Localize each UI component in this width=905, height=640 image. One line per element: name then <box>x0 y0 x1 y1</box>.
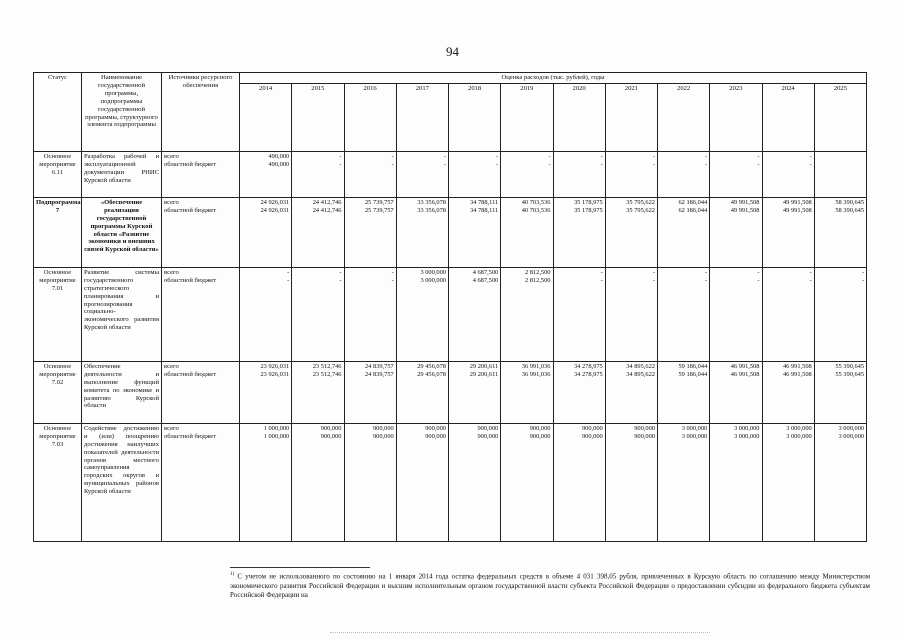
value-cell <box>553 151 605 197</box>
value-cell <box>449 197 501 267</box>
value-cell <box>658 197 710 267</box>
value-cell <box>658 423 710 541</box>
amount: 2 812,500 <box>524 277 551 285</box>
amount: 49 991,508 <box>782 207 812 215</box>
value-cell <box>292 151 344 197</box>
value-cell <box>553 423 605 541</box>
value-cell <box>814 423 866 541</box>
value-cell <box>762 361 814 423</box>
row-status: Основное мероприятие 6.11 <box>34 151 82 197</box>
row-sources <box>162 361 240 423</box>
value-cell <box>240 267 292 361</box>
amount: 490,000 <box>268 152 290 160</box>
amount: 3 000,000 <box>838 433 865 441</box>
amount: 35 178,975 <box>573 207 603 215</box>
amount: 3 000,000 <box>681 424 708 432</box>
amount: - <box>809 161 812 169</box>
source-label: всего <box>164 424 179 432</box>
amount: - <box>705 152 708 160</box>
year-header: 2014 <box>240 83 292 151</box>
row-name: Развитие системы государственного стратегического планирования и прогнозирования социально-экономического развития Курской области <box>82 267 162 361</box>
amount: 35 795,622 <box>626 207 655 215</box>
footnote-divider <box>230 567 370 568</box>
amount: 3 000,000 <box>838 424 865 432</box>
amount: 49 991,508 <box>730 207 760 215</box>
amount: 3 000,000 <box>786 424 812 432</box>
row-sources <box>162 197 240 267</box>
value-cell <box>762 197 814 267</box>
amount <box>817 161 864 170</box>
value-cell <box>240 151 292 197</box>
amount: 4 687,500 <box>472 268 499 276</box>
amount: 46 991,508 <box>730 362 760 370</box>
header-status: Статус <box>34 73 82 152</box>
value-cell <box>240 361 292 423</box>
amount: - <box>339 268 342 276</box>
table-row <box>34 361 867 423</box>
value-cell <box>814 151 866 197</box>
value-cell <box>553 197 605 267</box>
table-row <box>34 423 867 541</box>
year-header: 2019 <box>501 83 553 151</box>
amount: - <box>861 277 865 285</box>
amount: 40 703,536 <box>521 207 551 215</box>
year-header: 2021 <box>605 83 657 151</box>
amount: 46 991,508 <box>782 362 812 370</box>
value-cell <box>814 197 866 267</box>
amount: 900,000 <box>581 433 603 441</box>
value-cell <box>449 267 501 361</box>
amount: - <box>600 152 603 160</box>
value-cell <box>292 423 344 541</box>
amount: - <box>391 152 394 160</box>
amount: 55 390,645 <box>835 362 865 370</box>
amount: 900,000 <box>372 424 394 432</box>
header-sources: Источники ресурсного обеспечения <box>162 73 240 152</box>
amount: 900,000 <box>477 424 499 432</box>
amount: 58 390,645 <box>835 198 865 206</box>
amount: 24 839,757 <box>364 371 394 379</box>
value-cell <box>605 197 657 267</box>
amount: - <box>496 161 499 169</box>
amount: - <box>391 268 394 276</box>
amount: 900,000 <box>425 433 446 441</box>
amount: 25 739,757 <box>364 198 394 206</box>
source-label: всего <box>164 268 179 276</box>
amount: 62 186,044 <box>678 198 708 206</box>
amount: - <box>391 277 394 285</box>
source-label: областной бюджет <box>164 432 217 440</box>
source-label: всего <box>164 198 179 206</box>
footnote-text: С учетом не использованного по состоянию на 1 января 2014 года остатка федеральных средств в объеме 4 031 398,05 рубля, привлеченных в Курскую область по соглашению между Министерством экономического развития Российской Федерации и высшим исполнительным органом государственной власти субъекта Российской Федерации о предоставлении субсидии из федерального бюджета субъектам Российской Федерации на <box>230 572 870 600</box>
amount: 34 278,975 <box>573 371 603 379</box>
year-header: 2023 <box>710 83 762 151</box>
amount: 900,000 <box>477 433 499 441</box>
source-label: областной бюджет <box>164 370 217 378</box>
year-header: 2022 <box>658 83 710 151</box>
amount: - <box>652 152 655 160</box>
amount: 3 000,000 <box>420 277 446 285</box>
value-cell <box>449 151 501 197</box>
amount: 23 512,746 <box>312 371 342 379</box>
amount: - <box>705 277 708 285</box>
amount: 900,000 <box>529 424 551 432</box>
row-status: Подпрограмма 7 <box>34 197 82 267</box>
amount: - <box>705 161 708 169</box>
amount: - <box>287 277 290 285</box>
amount: 24 412,746 <box>312 198 342 206</box>
row-name: «Обеспечение реализации государственной программы Курской области «Развитие экономики и внешних связей Курской области» <box>82 197 162 267</box>
source-label: областной бюджет <box>164 206 217 214</box>
amount: 1 000,000 <box>263 433 290 441</box>
year-header: 2017 <box>396 83 448 151</box>
amount: 40 703,536 <box>521 198 551 206</box>
amount: 3 000,000 <box>733 433 760 441</box>
source-label: областной бюджет <box>164 276 217 284</box>
amount: 2 812,500 <box>524 268 551 276</box>
amount: 29 200,611 <box>469 362 499 370</box>
amount: 59 186,044 <box>678 362 708 370</box>
amount: 23 926,031 <box>260 362 290 370</box>
value-cell <box>344 151 396 197</box>
amount: - <box>809 152 812 160</box>
amount: - <box>496 152 499 160</box>
value-cell <box>344 423 396 541</box>
amount: - <box>339 277 342 285</box>
value-cell <box>344 197 396 267</box>
value-cell <box>396 267 448 361</box>
amount: 34 788,111 <box>469 198 499 206</box>
value-cell <box>658 361 710 423</box>
amount: - <box>600 277 603 285</box>
value-cell <box>814 267 866 361</box>
amount: 49 991,508 <box>730 198 760 206</box>
row-status: Основное мероприятие 7.02 <box>34 361 82 423</box>
amount: - <box>443 152 446 160</box>
value-cell <box>658 267 710 361</box>
amount: 34 895,622 <box>626 371 655 379</box>
value-cell <box>449 361 501 423</box>
amount: - <box>652 268 655 276</box>
row-name: Обеспечение деятельности и выполнение функций комитета по экономике и развитию Курской области <box>82 361 162 423</box>
amount: 23 926,031 <box>260 371 290 379</box>
year-header: 2020 <box>553 83 605 151</box>
row-status: Основное мероприятие 7.01 <box>34 267 82 361</box>
amount: 900,000 <box>634 424 655 432</box>
amount: 36 991,036 <box>521 362 551 370</box>
amount: 900,000 <box>581 424 603 432</box>
value-cell <box>240 423 292 541</box>
amount: 29 456,078 <box>417 371 446 379</box>
amount: - <box>757 152 760 160</box>
amount: - <box>443 161 446 169</box>
value-cell <box>396 151 448 197</box>
value-cell <box>605 423 657 541</box>
amount: 36 991,036 <box>521 371 551 379</box>
amount: - <box>757 277 760 285</box>
amount: 62 186,044 <box>678 207 708 215</box>
year-header: 2015 <box>292 83 344 151</box>
year-header: 2024 <box>762 83 814 151</box>
footnote <box>230 572 870 601</box>
year-header: 2018 <box>449 83 501 151</box>
amount: - <box>339 152 342 160</box>
amount: - <box>757 268 760 276</box>
row-sources <box>162 151 240 197</box>
value-cell <box>396 197 448 267</box>
amount: - <box>652 161 655 169</box>
amount: 34 895,622 <box>626 362 655 370</box>
value-cell <box>240 197 292 267</box>
value-cell <box>710 361 762 423</box>
amount: 900,000 <box>425 424 446 432</box>
value-cell <box>501 361 553 423</box>
amount: 33 356,078 <box>417 207 446 215</box>
value-cell <box>553 267 605 361</box>
amount: 900,000 <box>372 433 394 441</box>
table-row <box>34 197 867 267</box>
amount: 59 186,044 <box>678 371 708 379</box>
amount: 900,000 <box>320 433 342 441</box>
year-header: 2025 <box>814 83 866 151</box>
value-cell <box>605 267 657 361</box>
amount: - <box>757 161 760 169</box>
value-cell <box>658 151 710 197</box>
amount: 3 000,000 <box>420 268 446 276</box>
value-cell <box>344 361 396 423</box>
value-cell <box>710 151 762 197</box>
value-cell <box>501 267 553 361</box>
amount: 4 687,500 <box>472 277 499 285</box>
amount: - <box>600 268 603 276</box>
value-cell <box>605 151 657 197</box>
value-cell <box>605 361 657 423</box>
amount: - <box>287 268 290 276</box>
amount: 900,000 <box>529 433 551 441</box>
source-label: всего <box>164 152 179 160</box>
row-name: Содействие достижению и (или) поощрению достижения наилучших показателей деятельности органов местного самоуправления городских округов и муниципальных районов Курской области <box>82 423 162 541</box>
value-cell <box>501 197 553 267</box>
amount: 1 000,000 <box>263 424 290 432</box>
table-row <box>34 267 867 361</box>
amount: - <box>652 277 655 285</box>
amount: 29 456,078 <box>417 362 446 370</box>
amount: 49 991,508 <box>782 198 812 206</box>
value-cell <box>292 361 344 423</box>
amount: 35 178,975 <box>573 198 603 206</box>
row-sources <box>162 267 240 361</box>
amount: 900,000 <box>320 424 342 432</box>
amount: - <box>391 161 394 169</box>
amount: - <box>861 268 865 276</box>
value-cell <box>501 423 553 541</box>
scan-artifact <box>330 632 710 636</box>
amount: 34 278,975 <box>573 362 603 370</box>
amount: - <box>809 268 812 276</box>
row-name: Разработка рабочей и эксплуатационной документации РНИС Курской области <box>82 151 162 197</box>
amount: 46 991,508 <box>782 371 812 379</box>
amount: 23 512,746 <box>312 362 342 370</box>
value-cell <box>396 423 448 541</box>
header-estimate: Оценка расходов (тыс. рублей), годы <box>240 73 867 84</box>
value-cell <box>710 267 762 361</box>
value-cell <box>292 197 344 267</box>
source-label: всего <box>164 362 179 370</box>
row-sources <box>162 423 240 541</box>
value-cell <box>814 361 866 423</box>
amount: 34 788,111 <box>469 207 499 215</box>
amount: 490,000 <box>268 161 290 169</box>
header-name: Наименование государственной программы, подпрограммы государственной программы, структурного элемента подпрограммы <box>82 73 162 152</box>
amount: 3 000,000 <box>733 424 760 432</box>
value-cell <box>344 267 396 361</box>
value-cell <box>710 423 762 541</box>
amount: 24 926,031 <box>260 198 290 206</box>
value-cell <box>292 267 344 361</box>
value-cell <box>396 361 448 423</box>
row-status: Основное мероприятие 7.03 <box>34 423 82 541</box>
amount: 3 000,000 <box>681 433 708 441</box>
amount: - <box>600 161 603 169</box>
footnote-marker: 1) <box>230 572 235 577</box>
value-cell <box>449 423 501 541</box>
amount: - <box>705 268 708 276</box>
value-cell <box>762 151 814 197</box>
amount: 900,000 <box>634 433 655 441</box>
value-cell <box>762 267 814 361</box>
amount: 24 412,746 <box>312 207 342 215</box>
amount: 46 991,508 <box>730 371 760 379</box>
table-row <box>34 151 867 197</box>
amount: 58 390,645 <box>835 207 865 215</box>
amount: 25 739,757 <box>364 207 394 215</box>
source-label: областной бюджет <box>164 160 217 168</box>
value-cell <box>710 197 762 267</box>
value-cell <box>762 423 814 541</box>
page-number: 94 <box>446 44 459 59</box>
amount: - <box>339 161 342 169</box>
amount: 33 356,078 <box>417 198 446 206</box>
amount: 35 795,622 <box>626 198 655 206</box>
amount: - <box>548 152 551 160</box>
amount: 55 390,645 <box>835 371 865 379</box>
amount: 29 200,611 <box>469 371 499 379</box>
budget-table <box>33 72 867 542</box>
amount: 24 926,031 <box>260 207 290 215</box>
amount <box>817 153 864 162</box>
value-cell <box>553 361 605 423</box>
amount: - <box>548 161 551 169</box>
value-cell <box>501 151 553 197</box>
amount: 3 000,000 <box>786 433 812 441</box>
year-header: 2016 <box>344 83 396 151</box>
amount: - <box>809 277 812 285</box>
amount: 24 839,757 <box>364 362 394 370</box>
